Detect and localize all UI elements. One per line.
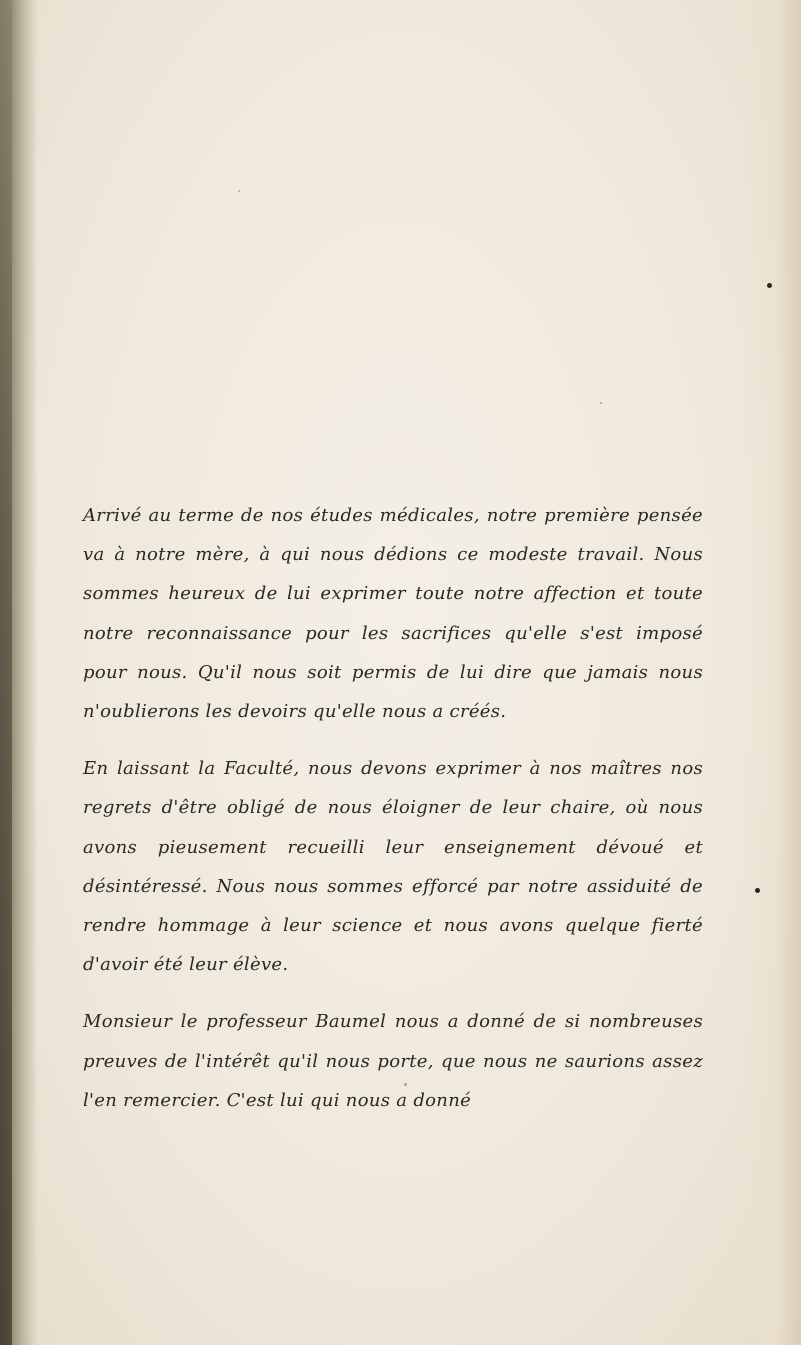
binding-edge [0,0,12,1345]
page-edge-discoloration [741,0,801,1345]
paragraph-dedication-mother: Arrivé au terme de nos études médicales, notre première pensée va à notre mère, à qui nous dédions ce modeste travail. Nous sommes heureux de lui exprimer toute notre affection et toute notre reconnaissance pour les sacrifices qu'elle s'est imposé pour nous. Qu'il nous soit permis de lui dire que jamais nous n'oublierons les devoirs qu'elle nous a créés. [83,505,703,723]
paragraph-faculty-thanks: En laissant la Faculté, nous devons exprimer à nos maîtres nos regrets d'être obligé de nous éloigner de leur chaire, où nous avons pieusement recueilli leur enseignement dévoué et désintéressé. Nous nous sommes efforcé par notre assiduité de rendre hommage à leur science et nous avons quelque fierté d'avoir été leur élève. [83,758,703,976]
paper-speck [755,888,760,893]
dedication-text [83,496,703,1120]
paper-speck [767,283,772,288]
paper-speck [238,190,240,192]
paragraph-professor-baumel: Monsieur le professeur Baumel nous a donné de si nombreuses preuves de l'intérêt qu'il nous porte, que nous ne saurions assez l'en remercier. C'est lui qui nous a donné [83,1011,703,1111]
paper-speck [600,402,602,404]
